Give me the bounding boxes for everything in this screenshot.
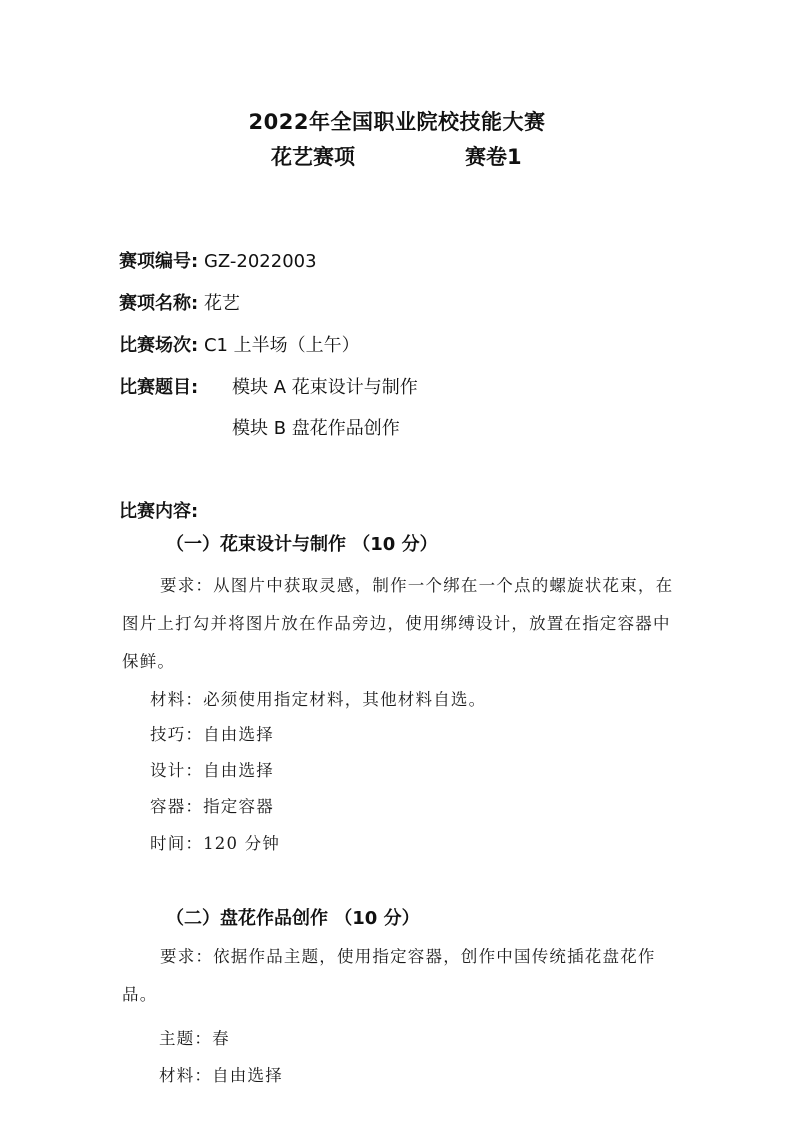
section1-materials: 材料：必须使用指定材料，其他材料自选。: [150, 690, 487, 709]
event-name-title: 花艺赛项: [271, 145, 355, 169]
section1-design: 设计：自由选择: [150, 761, 274, 780]
topic-row: [119, 373, 198, 399]
section2-heading: （二）盘花作品创作 （10 分）: [166, 908, 420, 929]
module-a: 模块 A 花束设计与制作: [232, 377, 418, 398]
section1-container: 容器：指定容器: [150, 797, 274, 816]
section1-requirement: 要求：从图片中获取灵感，制作一个绑在一个点的螺旋状花束，在图片上打勾并将图片放在作品旁边，使用绑缚设计，放置在指定容器中保鲜。: [122, 576, 674, 671]
event-name-label: 赛项名称:: [119, 293, 199, 314]
module-b: 模块 B 盘花作品创作: [232, 418, 400, 439]
section1-technique: 技巧：自由选择: [150, 725, 274, 744]
section2-materials: 材料：自由选择: [159, 1066, 283, 1085]
document-title: 2022年全国职业院校技能大赛: [248, 110, 546, 134]
event-code-row: [119, 247, 317, 273]
paper-number-title: 赛卷1: [465, 145, 522, 169]
section1-time: 时间：120 分钟: [150, 834, 281, 853]
section1-heading: （一）花束设计与制作 （10 分）: [166, 534, 438, 555]
session-label: 比赛场次:: [119, 335, 199, 356]
event-code-value: GZ-2022003: [203, 251, 317, 272]
session-value: C1 上半场（上午）: [203, 335, 360, 356]
event-code-label: 赛项编号:: [119, 251, 199, 272]
event-name-value: 花艺: [203, 293, 240, 314]
section2-theme: 主题：春: [159, 1029, 230, 1048]
content-heading: 比赛内容:: [119, 501, 199, 522]
topic-label: 比赛题目:: [119, 377, 199, 398]
event-name-row: [119, 289, 240, 315]
session-row: [119, 331, 360, 357]
section2-requirement: 要求：依据作品主题，使用指定容器，创作中国传统插花盘花作品。: [122, 947, 656, 1004]
